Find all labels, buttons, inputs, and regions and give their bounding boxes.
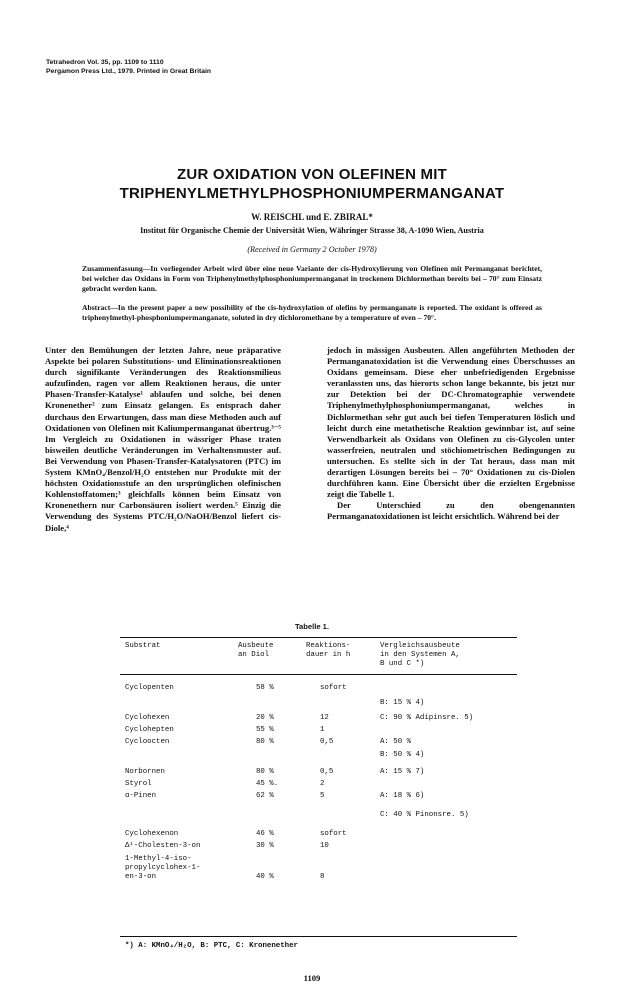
cell-ausbeute: 80 % <box>256 768 274 776</box>
article-title <box>0 165 624 203</box>
cell-dauer: 0,5 <box>320 768 334 776</box>
cell-substrat: 1-Methyl-4-iso- <box>125 855 192 863</box>
page-number: 1109 <box>303 973 321 983</box>
cell-substrat: Cyclopenten <box>125 684 174 692</box>
table-footnote: *) A: KMnO₄/H₂O, B: PTC, C: Kronenether <box>125 942 298 950</box>
cell-vergleich: B: 15 % 4) <box>380 699 425 707</box>
cell-substrat: Cycloocten <box>125 738 170 746</box>
header-vergleich-3: B und C *) <box>380 660 425 668</box>
table-header-ausbeute <box>238 642 273 660</box>
abstract-text: —In the present paper a new possibility of the cis-hydroxylation of olefins by permanganate is reported. The oxidant is offered as triphenylmethyl-phosphoniumpermanganate, soluted in dry dichloromethane by a temperature of even – 70°. <box>82 303 542 322</box>
paragraph-right-2: Der Unterschied zu den obengenannten Permanganatoxidationen ist leicht ersichtlich. Während bei der <box>327 500 575 522</box>
cell-ausbeute: 20 % <box>256 714 274 722</box>
header-ausbeute-1: Ausbeute <box>238 642 274 650</box>
abstract-lead: Abstract <box>82 303 111 312</box>
cell-dauer: 12 <box>320 714 329 722</box>
journal-line-1: Tetrahedron Vol. 35, pp. 1109 to 1110 <box>46 59 164 66</box>
cell-vergleich: C: 90 % Adipinsre. 5) <box>380 714 474 722</box>
cell-substrat: Cyclohexenon <box>125 830 179 838</box>
cell-vergleich: B: 50 % 4) <box>380 751 425 759</box>
cell-dauer: sofort <box>320 830 347 838</box>
table-header-substrat: Substrat <box>125 642 161 650</box>
header-vergleich-1: Vergleichsausbeute <box>380 642 460 650</box>
cell-ausbeute: 40 % <box>256 873 274 881</box>
zusammenfassung-lead: Zusammenfassung <box>82 264 143 273</box>
header-dauer-1: Reaktions- <box>306 642 351 650</box>
cell-ausbeute: 30 % <box>256 842 274 850</box>
paragraph-left: Unter den Bemühungen der letzten Jahre, neue präparative Aspekte bei polaren Substitutions- und Eliminationsreaktionen durch signifikante Veränderungen des Reaktionsmilieus aufzufinden, ragen vor allem Reaktionen heraus, die unter Phasen-Transfer-Katalyse¹ ablaufen und solche, bei denen Kronenether² zum Einsatz gelangen. Es entsprach daher durchaus den Erwartungen, dass man diese Methoden auch auf Oxidationen von Olefinen mit Kaliumpermanganat übertrug.³⁻⁵ Im Vergleich zu Oxidationen in wässriger Phase traten bisweilen deutliche Veränderungen im Verhaltensmuster auf. Bei Verwendung von Phasen-Transfer-Katalysatoren (PTC) im System KMnO₄/Benzol/H₂O entstehen nur Produkte mit der höchsten Oxidationsstufe an den ursprünglichen olefinischen Kohlenstoffatomen;³ gleichfalls können beim Einsatz von Kronenethern nur Carbonsäuren isoliert werden.⁵ Einzig die Verwendung des Systems PTC/H₂O/NaOH/Benzol liefert cis-Diole,⁴ <box>45 345 281 533</box>
cell-dauer: 8 <box>320 873 325 881</box>
cell-dauer: sofort <box>320 684 347 692</box>
received-date: (Received in Germany 2 October 1978) <box>247 245 377 254</box>
table-header-vergleich <box>380 642 460 669</box>
zusammenfassung-text: —In vorliegender Arbeit wird über eine neue Variante der cis-Hydroxylierung von Olefinen mit Permanganat berichtet, bei welcher das Oxidans in Form von Triphenylmethylphosphoniumpermanganat in trockenem Dichlormethan bereits bei – 70° zum Einsatz gebracht werden kann. <box>82 264 542 293</box>
cell-dauer: 10 <box>320 842 329 850</box>
paragraph-right-1: jedoch in mässigen Ausbeuten. Allen angeführten Methoden der Permanganatoxidation ist die Verwendung eines Überschusses an Oxidans gemeinsam. Diese eher unbefriedigenden Ergebnisse veranlassten uns, das hierorts schon lange bekannte, bis jetzt nur zur Detektion bei der DC-Chromatographie verwendete Triphenylmethylphosphoniumpermanganat, welches in Dichlormethan sehr gut auch bei tiefen Temperaturen löslich und leicht durch eine metathetische Reaktion gewinnbar ist, auf seine Verwendbarkeit als Oxidans von Olefinen zu cis-Glycolen unter wasserfreien, neutralen und stöchiometrischen Bedingungen zu untersuchen. Es stellte sich in der Tat heraus, dass man mit derartigen Lösungen bereits bei – 70° Oxidationen zu cis-Diolen durchführen kann. Eine Übersicht über die erzielten Ergebnisse zeigt die Tabelle 1. <box>327 345 575 500</box>
cell-substrat: Cyclohexen <box>125 714 170 722</box>
cell-ausbeute: 58 % <box>256 684 274 692</box>
authors: W. REISCHL und E. ZBIRAL* <box>251 212 373 222</box>
journal-line-2: Pergamon Press Ltd., 1979. Printed in Great Britain <box>46 68 212 75</box>
header-vergleich-2: in den Systemen A, <box>380 651 460 659</box>
cell-substrat: Δ¹-Cholesten-3-on <box>125 842 201 850</box>
body-column-left <box>45 345 281 534</box>
cell-substrat: Cyclohepten <box>125 726 174 734</box>
cell-dauer: 1 <box>320 726 325 734</box>
cell-substrat: en-3-on <box>125 873 157 881</box>
table-header-dauer <box>306 642 350 660</box>
cell-vergleich: C: 40 % Pinonsre. 5) <box>380 811 469 819</box>
cell-ausbeute: 55 % <box>256 726 274 734</box>
body-column-right <box>327 345 575 523</box>
cell-vergleich: A: 15 % 7) <box>380 768 425 776</box>
table-title: Tabelle 1. <box>294 622 330 631</box>
cell-dauer: 5 <box>320 792 325 800</box>
table-top-rule <box>120 637 517 638</box>
table-bottom-rule <box>120 936 517 937</box>
cell-substrat: Norbornen <box>125 768 165 776</box>
cell-dauer: 2 <box>320 780 325 788</box>
title-line-2: TRIPHENYLMETHYLPHOSPHONIUMPERMANGANAT <box>119 185 505 202</box>
cell-ausbeute: 80 % <box>256 738 274 746</box>
header-dauer-2: dauer in h <box>306 651 351 659</box>
cell-dauer: 0,5 <box>320 738 334 746</box>
cell-vergleich: A: 50 % <box>380 738 412 746</box>
title-line-1: ZUR OXIDATION VON OLEFINEN MIT <box>177 166 447 183</box>
cell-ausbeute: 45 %. <box>256 780 279 788</box>
journal-header <box>46 58 211 76</box>
abstract <box>82 303 542 323</box>
table-header-rule <box>120 674 517 675</box>
header-ausbeute-2: an Diol <box>238 651 270 659</box>
cell-substrat: Styrol <box>125 780 152 788</box>
cell-vergleich: A: 18 % 6) <box>380 792 425 800</box>
cell-ausbeute: 62 % <box>256 792 274 800</box>
cell-substrat: propylcyclohex-1- <box>125 864 201 872</box>
zusammenfassung <box>82 264 542 294</box>
cell-ausbeute: 46 % <box>256 830 274 838</box>
cell-substrat: α-Pinen <box>125 792 157 800</box>
affiliation: Institut für Organische Chemie der Universität Wien, Währinger Strasse 38, A-1090 Wien, Austria <box>140 226 484 235</box>
